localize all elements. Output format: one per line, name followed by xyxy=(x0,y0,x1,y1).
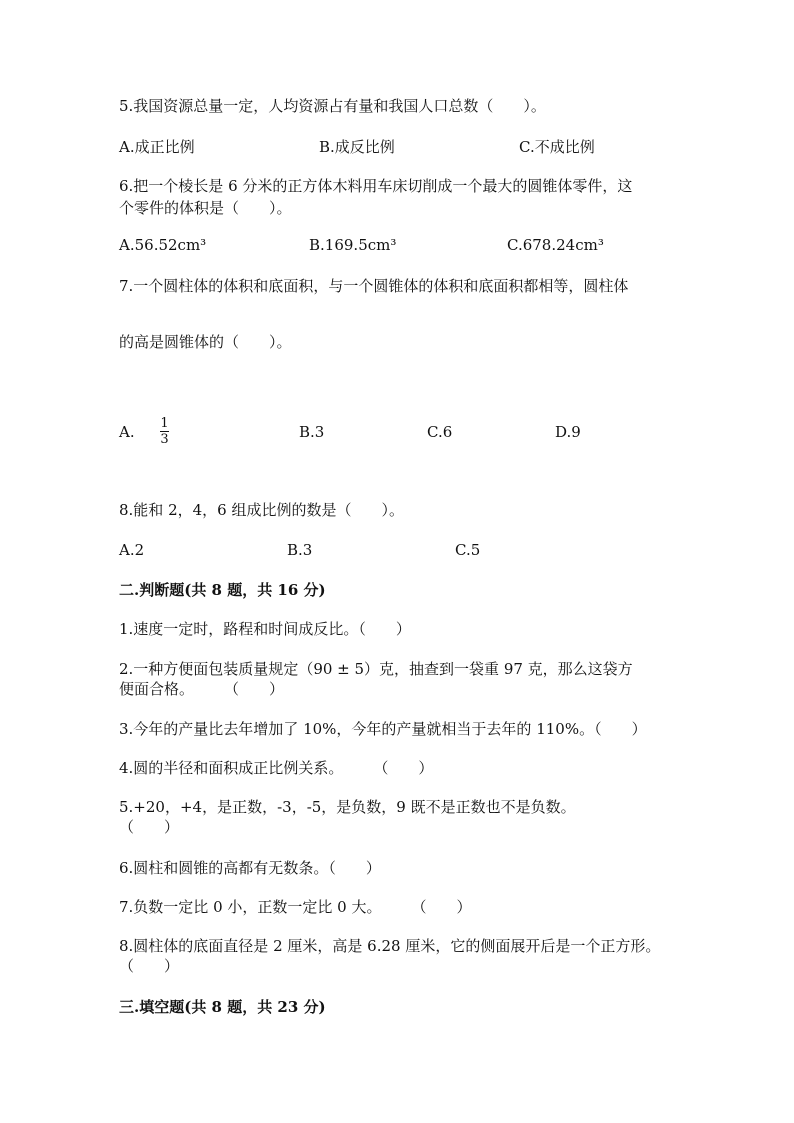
question-7-text-line1: 7.一个圆柱体的体积和底面积，与一个圆锥体的体积和底面积都相等，圆柱体 xyxy=(119,277,629,295)
judge-item-5-line1: 5.+20，+4，是正数，-3，-5，是负数，9 既不是正数也不是负数。 xyxy=(119,798,576,816)
question-7-text-line2: 的高是圆锥体的（ ）。 xyxy=(119,333,292,351)
judge-item-8-line2: （ ） xyxy=(119,957,180,975)
question-6-text-line2: 个零件的体积是（ ）。 xyxy=(119,199,292,217)
question-7-option-a-fraction xyxy=(160,417,169,446)
question-6-option-b: B.169.5cm³ xyxy=(309,236,397,254)
question-5-option-b: B.成反比例 xyxy=(319,138,395,156)
question-6-option-a: A.56.52cm³ xyxy=(119,236,207,254)
judge-item-7: 7.负数一定比 0 小，正数一定比 0 大。 （ ） xyxy=(119,898,472,916)
fraction-numerator: 1 xyxy=(160,416,169,431)
question-8-text: 8.能和 2，4，6 组成比例的数是（ ）。 xyxy=(119,501,404,519)
question-7-option-a-label: A. xyxy=(119,423,135,441)
section-3-heading: 三.填空题(共 8 题，共 23 分) xyxy=(119,998,326,1016)
judge-item-6: 6.圆柱和圆锥的高都有无数条。（ ） xyxy=(119,859,381,877)
judge-item-2-line1: 2.一种方便面包装质量规定（90 ± 5）克，抽查到一袋重 97 克，那么这袋方 xyxy=(119,660,633,678)
judge-item-5-line2: （ ） xyxy=(119,818,180,836)
judge-item-2-line2: 便面合格。 （ ） xyxy=(119,680,285,698)
question-5-option-a: A.成正比例 xyxy=(119,138,195,156)
question-5-text: 5.我国资源总量一定，人均资源占有量和我国人口总数（ ）。 xyxy=(119,97,546,115)
judge-item-8-line1: 8.圆柱体的底面直径是 2 厘米，高是 6.28 厘米，它的侧面展开后是一个正方形。 xyxy=(119,937,661,955)
question-6-text-line1: 6.把一个棱长是 6 分米的正方体木料用车床切削成一个最大的圆锥体零件，这 xyxy=(119,177,633,195)
question-8-option-c: C.5 xyxy=(455,541,481,559)
question-7-option-c: C.6 xyxy=(427,423,453,441)
judge-item-4: 4.圆的半径和面积成正比例关系。 （ ） xyxy=(119,759,434,777)
judge-item-1: 1.速度一定时，路程和时间成反比。（ ） xyxy=(119,620,411,638)
question-8-option-b: B.3 xyxy=(287,541,313,559)
judge-item-3: 3.今年的产量比去年增加了 10%，今年的产量就相当于去年的 110%。（ ） xyxy=(119,720,647,738)
section-2-heading: 二.判断题(共 8 题，共 16 分) xyxy=(119,581,326,599)
question-7-option-d: D.9 xyxy=(555,423,581,441)
question-6-option-c: C.678.24cm³ xyxy=(507,236,604,254)
question-5-option-c: C.不成比例 xyxy=(519,138,595,156)
fraction-denominator: 3 xyxy=(160,432,169,447)
question-7-option-b: B.3 xyxy=(299,423,325,441)
question-8-option-a: A.2 xyxy=(119,541,145,559)
